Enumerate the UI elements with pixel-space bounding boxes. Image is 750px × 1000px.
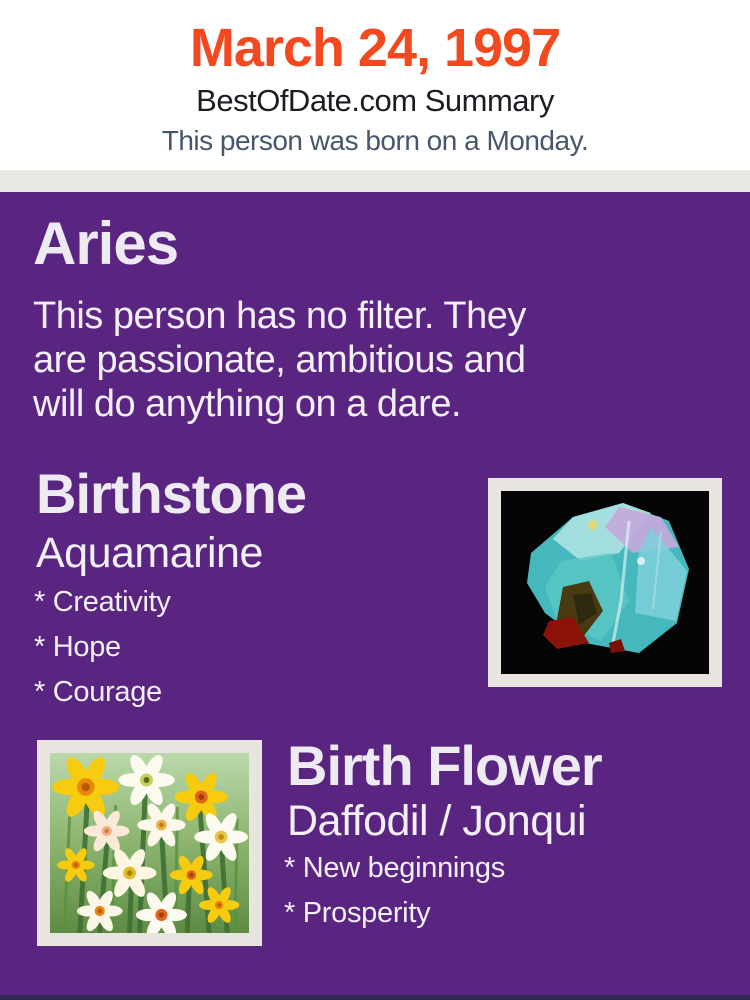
zodiac-description [33,294,526,426]
birth-flower-heading: Birth Flower [287,734,602,797]
main-section [0,192,750,995]
site-summary: BestOfDate.com Summary [196,82,554,118]
footer-bar [0,995,750,1000]
birthstone-heading: Birthstone [36,462,306,525]
zodiac-description-line: are passionate, ambitious and [33,339,526,381]
birthstone-name: Aquamarine [36,529,263,577]
birthstone-photo [488,478,722,687]
birthstone-trait: * Courage [34,676,162,708]
zodiac-sign-heading: Aries [33,210,179,277]
birthstone-trait: * Hope [34,631,121,663]
birth-flower-name: Daffodil / Jonqui [287,797,587,845]
birth-flower-trait: * Prosperity [284,897,431,929]
zodiac-description-line: This person has no filter. They [33,295,526,337]
birth-flower-trait: * New beginnings [284,852,505,884]
daffodil-flowers-image [50,753,249,933]
birth-flower-photo [37,740,262,946]
birthstone-trait: * Creativity [34,586,171,618]
divider-strip [0,170,750,192]
header [0,0,750,156]
date-title: March 24, 1997 [189,18,561,78]
weekday-note: This person was born on a Monday. [161,125,589,157]
aquamarine-crystal-image [501,491,709,674]
zodiac-description-line: will do anything on a dare. [33,383,462,425]
